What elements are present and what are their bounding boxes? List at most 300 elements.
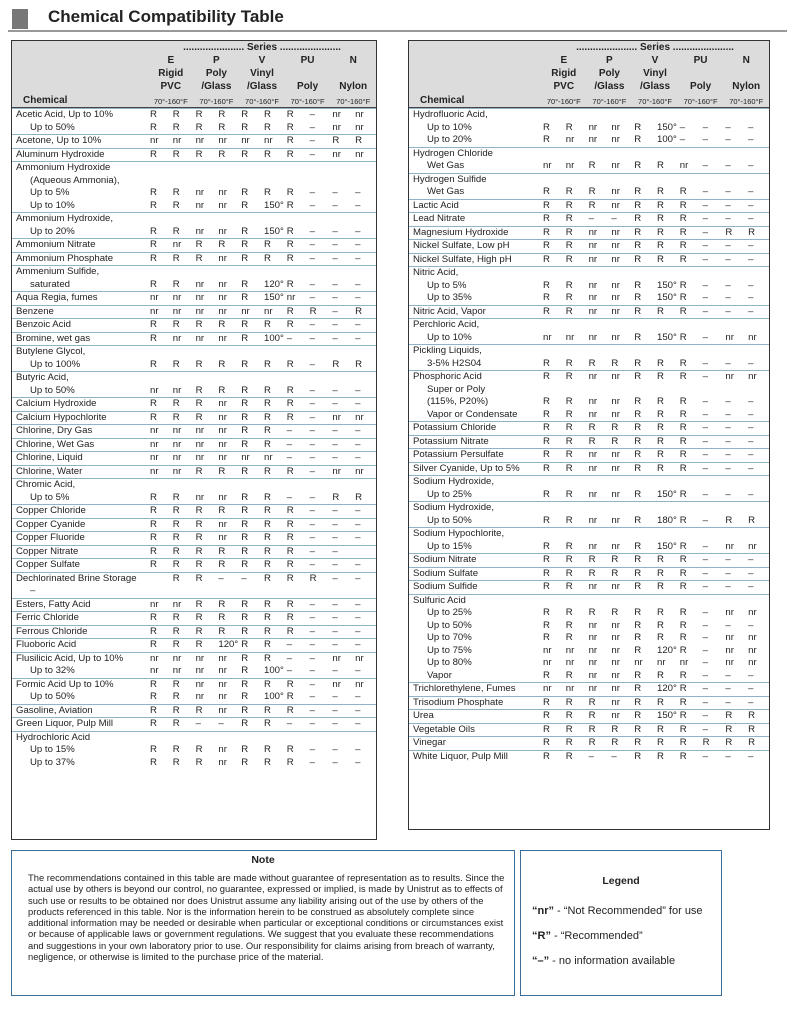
rating-cell: [701, 319, 724, 345]
chemical-name: [409, 737, 541, 751]
rating-cell: [723, 147, 746, 173]
rating-value: [218, 175, 239, 188]
rating-value: –: [748, 160, 754, 171]
rating-cell: [171, 239, 194, 253]
rating-cell: [609, 253, 632, 267]
series-code: E: [167, 55, 175, 66]
rating-value: [566, 109, 587, 122]
rating-cell: [587, 226, 610, 240]
rating-value: R: [543, 226, 550, 238]
rating-cell: [541, 319, 564, 345]
rating-cell: [655, 345, 678, 371]
series-code: V: [651, 55, 659, 66]
rating-cell: [746, 147, 769, 173]
rating-cell: [609, 554, 632, 568]
table-row: [409, 594, 769, 683]
rating-value: –: [748, 134, 754, 145]
rating-cell: [194, 652, 217, 678]
chemical-name-line: Super or Poly: [427, 383, 486, 395]
rating-cell: [194, 479, 217, 505]
rating-cell: [723, 554, 746, 568]
rating-value: R: [543, 710, 550, 721]
rating-value: R: [241, 319, 249, 330]
rating-cell: [148, 109, 171, 135]
rating-value: [264, 175, 285, 188]
rating-cell: [609, 319, 632, 345]
rating-value: [680, 384, 701, 397]
rating-value: R: [588, 710, 596, 721]
rating-cell: [239, 559, 262, 573]
rating-value: –: [309, 678, 315, 690]
rating-value: –: [748, 396, 754, 407]
rating-cell: [148, 678, 171, 704]
rating-value: R: [565, 607, 573, 618]
rating-value: [332, 175, 353, 188]
rating-cell: [541, 723, 564, 737]
rating-cell: [308, 518, 331, 532]
rating-value: nr: [195, 332, 205, 344]
rating-cell: [632, 567, 655, 581]
rating-cell: [194, 559, 217, 573]
rating-value: [332, 346, 353, 359]
rating-cell: [239, 718, 262, 732]
chemical-name: [12, 532, 148, 546]
rating-cell: [723, 305, 746, 319]
rating-value: R: [634, 121, 642, 133]
rating-cell: [216, 239, 239, 253]
rating-value: [287, 732, 308, 745]
rating-value: –: [725, 253, 731, 265]
chemical-name-line: Nickel Sulfate, Low pH: [413, 240, 510, 251]
series-code: N: [742, 55, 750, 66]
rating-cell: [541, 554, 564, 568]
rating-cell: [564, 528, 587, 554]
rating-cell: [308, 148, 331, 162]
rating-cell: [632, 422, 655, 436]
rating-cell: [194, 505, 217, 519]
rating-value: R: [565, 554, 573, 565]
rating-value: nr: [218, 225, 227, 237]
rating-value: R: [543, 213, 550, 224]
rating-value: nr: [218, 187, 227, 198]
rating-value: R: [611, 357, 619, 369]
rating-cell: [587, 554, 610, 568]
rating-cell: [678, 147, 701, 173]
rating-cell: [308, 135, 331, 149]
rating-cell: [587, 267, 610, 306]
rating-cell: [308, 479, 331, 505]
rating-value: [543, 148, 564, 161]
rating-value: R: [543, 121, 550, 133]
rating-value: nr: [588, 449, 598, 460]
rating-cell: [701, 554, 724, 568]
chemical-name: [409, 109, 541, 148]
rating-value: –: [309, 452, 315, 463]
chemical-name-line: Lactic Acid: [413, 199, 459, 211]
rating-cell: [746, 422, 769, 436]
rating-value: –: [725, 408, 731, 420]
rating-value: [241, 732, 262, 745]
rating-cell: [587, 567, 610, 581]
rating-cell: [239, 398, 262, 412]
rating-value: R: [150, 718, 157, 729]
series-label: ...................... Series ......................: [183, 42, 341, 53]
chemical-name: [12, 452, 148, 466]
rating-value: nr: [611, 683, 620, 694]
rating-value: –: [725, 305, 731, 317]
rating-cell: [330, 452, 353, 466]
rating-value: –: [309, 411, 315, 423]
rating-value: [589, 502, 610, 515]
rating-cell: [701, 710, 724, 724]
chemical-name: [409, 750, 541, 763]
chemical-name-line: Sulfuric Acid: [413, 594, 466, 606]
rating-value: R: [565, 632, 573, 643]
rating-value: [589, 476, 610, 489]
rating-value: –: [309, 109, 315, 120]
table-header: [409, 41, 769, 108]
rating-cell: [285, 572, 308, 598]
rating-value: –: [748, 435, 754, 447]
rating-cell: [216, 109, 239, 135]
rating-value: –: [702, 331, 708, 343]
chemical-name-line: Benzene: [16, 305, 54, 317]
table-row: [409, 319, 769, 345]
rating-cell: [678, 554, 701, 568]
chemical-name: [409, 710, 541, 724]
chemical-name: [12, 332, 148, 346]
rating-value: R: [286, 411, 294, 423]
rating-cell: [171, 704, 194, 718]
rating-cell: [564, 567, 587, 581]
rating-value: –: [309, 225, 315, 237]
chemical-name-line: Up to 25%: [427, 607, 472, 618]
rating-value: nr: [611, 226, 620, 238]
rating-value: R: [588, 696, 596, 708]
chemical-name: [409, 147, 541, 173]
temperature-range: 70°-160°F: [245, 97, 279, 106]
rating-value: –: [309, 559, 315, 570]
rating-cell: [285, 465, 308, 479]
rating-cell: [541, 435, 564, 449]
rating-value: nr: [150, 598, 159, 610]
table-row: [409, 147, 769, 173]
rating-value: nr: [588, 134, 598, 145]
rating-value: [703, 345, 724, 358]
rating-value: [543, 174, 564, 187]
rating-value: nr: [565, 134, 575, 145]
rating-cell: [541, 710, 564, 724]
rating-cell: [723, 449, 746, 463]
rating-value: nr: [611, 619, 620, 631]
chemical-name-line: Up to 5%: [30, 491, 70, 503]
rating-cell: [148, 639, 171, 653]
rating-value: R: [172, 756, 180, 768]
rating-value: R: [634, 435, 642, 447]
rating-value: [634, 267, 655, 280]
rating-value: R: [565, 449, 573, 460]
rating-value: R: [543, 134, 550, 145]
rating-cell: [353, 213, 376, 239]
rating-value: [703, 109, 724, 122]
rating-cell: [609, 502, 632, 528]
rating-cell: [216, 505, 239, 519]
rating-value: nr: [588, 657, 598, 668]
rating-value: R: [172, 704, 180, 716]
rating-cell: [564, 710, 587, 724]
rating-value: –: [355, 639, 361, 650]
rating-value: –: [241, 572, 247, 584]
rating-value: R: [286, 187, 294, 198]
rating-cell: [678, 305, 701, 319]
rating-value: R: [286, 252, 294, 264]
rating-value: R: [172, 639, 180, 650]
chemical-name: [409, 567, 541, 581]
rating-cell: [239, 479, 262, 505]
rating-value: R: [543, 607, 550, 618]
rating-value: –: [332, 532, 338, 543]
rating-value: nr: [172, 135, 182, 146]
chemical-name: [12, 559, 148, 573]
rating-cell: [746, 683, 769, 697]
rating-value: –: [355, 438, 361, 450]
rating-cell: [678, 462, 701, 476]
rating-value: 100°: [263, 665, 284, 676]
rating-cell: [285, 612, 308, 626]
rating-cell: [541, 253, 564, 267]
rating-cell: [308, 678, 331, 704]
rating-value: –: [702, 396, 708, 407]
rating-cell: [746, 696, 769, 710]
rating-cell: [239, 545, 262, 559]
rating-value: R: [218, 505, 226, 516]
rating-value: –: [702, 160, 708, 171]
rating-cell: [262, 252, 285, 266]
rating-value: R: [172, 532, 180, 543]
rating-value: –: [355, 598, 361, 610]
rating-cell: [216, 332, 239, 346]
rating-cell: [746, 345, 769, 371]
rating-cell: [148, 411, 171, 425]
table-row: [12, 346, 376, 372]
rating-cell: [353, 625, 376, 639]
rating-value: –: [286, 718, 293, 729]
rating-value: [566, 267, 587, 280]
note-box: [11, 850, 515, 996]
rating-cell: [678, 750, 701, 763]
rating-value: [218, 266, 239, 279]
rating-value: R: [748, 723, 756, 735]
rating-cell: [587, 710, 610, 724]
rating-value: [657, 267, 678, 280]
rating-cell: [723, 371, 746, 422]
rating-cell: [216, 305, 239, 319]
rating-cell: [609, 199, 632, 213]
rating-value: nr: [355, 652, 364, 664]
rating-value: [332, 213, 353, 226]
rating-cell: [216, 398, 239, 412]
rating-cell: [262, 109, 285, 135]
table-row: [12, 545, 376, 559]
rating-value: [173, 372, 194, 385]
rating-value: [725, 345, 746, 358]
rating-value: [589, 528, 610, 541]
rating-value: R: [543, 253, 550, 265]
rating-cell: [564, 696, 587, 710]
rating-value: [566, 476, 587, 489]
rating-cell: [171, 425, 194, 439]
rating-cell: [564, 173, 587, 199]
rating-value: –: [702, 121, 708, 133]
rating-cell: [262, 162, 285, 213]
table-row: [409, 737, 769, 751]
rating-cell: [632, 319, 655, 345]
rating-value: nr: [218, 532, 227, 543]
rating-cell: [353, 598, 376, 612]
rating-cell: [587, 696, 610, 710]
rating-value: R: [565, 567, 573, 579]
rating-cell: [541, 305, 564, 319]
rating-value: R: [656, 253, 664, 265]
rating-cell: [285, 559, 308, 573]
table-row: [12, 652, 376, 678]
rating-value: R: [241, 598, 249, 610]
rating-cell: [587, 723, 610, 737]
rating-value: R: [611, 737, 619, 748]
rating-cell: [609, 737, 632, 751]
chemical-name: [12, 252, 148, 266]
rating-value: R: [611, 422, 619, 433]
rating-value: R: [543, 669, 550, 681]
chemical-name: [12, 612, 148, 626]
rating-value: –: [702, 632, 708, 643]
rating-value: nr: [611, 408, 620, 420]
rating-cell: [587, 528, 610, 554]
rating-cell: [746, 502, 769, 528]
rating-value: [703, 528, 724, 541]
rating-cell: [678, 371, 701, 422]
rating-value: –: [748, 683, 754, 694]
rating-cell: [239, 372, 262, 398]
rating-value: [173, 479, 194, 492]
rating-cell: [701, 476, 724, 502]
rating-value: [173, 175, 194, 188]
rating-cell: [353, 148, 376, 162]
rating-cell: [330, 625, 353, 639]
material-label: Poly: [598, 68, 620, 79]
rating-value: [589, 109, 610, 122]
rating-value: R: [172, 572, 180, 584]
material-label: Poly: [205, 68, 227, 79]
rating-value: [634, 528, 655, 541]
rating-value: nr: [611, 253, 620, 265]
rating-cell: [148, 532, 171, 546]
rating-value: nr: [150, 438, 159, 450]
rating-value: R: [679, 567, 687, 579]
rating-cell: [723, 502, 746, 528]
rating-cell: [171, 652, 194, 678]
rating-cell: [308, 505, 331, 519]
rating-value: –: [702, 292, 708, 303]
rating-value: [543, 384, 564, 397]
rating-value: nr: [565, 644, 575, 656]
rating-value: R: [634, 696, 642, 708]
rating-value: R: [241, 559, 249, 570]
rating-value: R: [634, 396, 642, 407]
rating-cell: [216, 639, 239, 653]
chemical-name: [12, 162, 148, 213]
rating-value: [611, 384, 632, 397]
rating-value: R: [679, 253, 687, 265]
rating-value: [703, 319, 724, 332]
rating-value: –: [725, 160, 731, 171]
rating-cell: [194, 411, 217, 425]
rating-value: –: [748, 357, 754, 369]
rating-cell: [148, 704, 171, 718]
rating-value: nr: [611, 371, 620, 382]
rating-cell: [194, 239, 217, 253]
rating-cell: [632, 226, 655, 240]
chemical-name-line: Ammonium Hydroxide,: [16, 213, 114, 224]
rating-cell: [285, 545, 308, 559]
rating-value: R: [263, 465, 271, 477]
rating-cell: [541, 267, 564, 306]
chemical-name-line: saturated: [30, 278, 71, 290]
rating-cell: [239, 518, 262, 532]
rating-value: R: [150, 332, 157, 344]
rating-value: –: [332, 665, 338, 676]
table-row: [409, 696, 769, 710]
rating-value: R: [241, 121, 249, 133]
rating-cell: [285, 148, 308, 162]
rating-cell: [330, 252, 353, 266]
rating-value: nr: [611, 540, 620, 552]
rating-value: R: [543, 619, 550, 631]
rating-cell: [678, 737, 701, 751]
rating-value: nr: [611, 462, 620, 474]
rating-cell: [148, 505, 171, 519]
rating-cell: [609, 345, 632, 371]
rating-cell: [632, 696, 655, 710]
rating-cell: [262, 346, 285, 372]
rating-value: R: [241, 505, 249, 516]
chemical-name-line: Vapor: [427, 669, 452, 681]
rating-value: R: [748, 710, 756, 721]
rating-cell: [285, 704, 308, 718]
rating-value: R: [611, 435, 619, 447]
rating-value: [355, 372, 376, 385]
rating-value: [611, 502, 632, 515]
rating-value: R: [543, 422, 550, 433]
rating-cell: [285, 398, 308, 412]
rating-value: nr: [172, 438, 182, 450]
rating-value: [703, 476, 724, 489]
rating-value: R: [634, 305, 642, 317]
chemical-name: [12, 305, 148, 319]
rating-cell: [587, 147, 610, 173]
rating-value: nr: [195, 278, 205, 290]
rating-cell: [564, 240, 587, 254]
rating-cell: [678, 319, 701, 345]
rating-value: R: [195, 109, 203, 120]
rating-cell: [746, 737, 769, 751]
rating-value: nr: [588, 396, 598, 407]
rating-value: R: [656, 240, 664, 251]
rating-value: R: [656, 619, 664, 631]
rating-value: –: [309, 239, 315, 250]
rating-value: –: [702, 199, 708, 211]
chemical-name: [12, 239, 148, 253]
